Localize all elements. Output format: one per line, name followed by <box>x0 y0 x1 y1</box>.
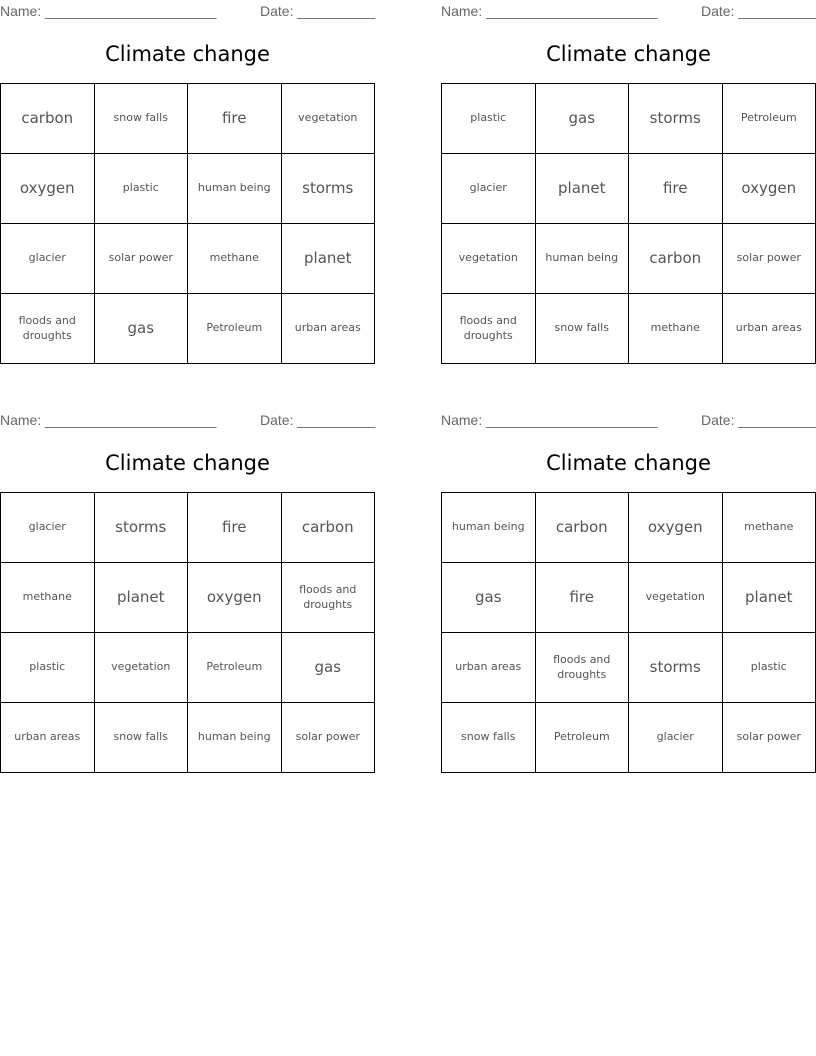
name-field[interactable]: Name: ______________________ <box>441 3 658 19</box>
bingo-cell: Petroleum <box>188 294 282 364</box>
bingo-cell: vegetation <box>94 633 188 703</box>
bingo-cell: human being <box>188 154 282 224</box>
bingo-cell: plastic <box>722 633 816 703</box>
date-field[interactable]: Date: __________ <box>260 412 376 428</box>
bingo-cell: gas <box>94 294 188 364</box>
bingo-cell: human being <box>188 703 282 773</box>
bingo-cell: snow falls <box>94 84 188 154</box>
bingo-cell: methane <box>722 493 816 563</box>
bingo-cell: urban areas <box>722 294 816 364</box>
bingo-cell: glacier <box>629 703 723 773</box>
bingo-cell: storms <box>94 493 188 563</box>
bingo-cell: plastic <box>1 633 95 703</box>
date-field[interactable]: Date: __________ <box>701 3 816 19</box>
bingo-cell: solar power <box>722 224 816 294</box>
grid-row <box>1 703 375 773</box>
bingo-cell: carbon <box>535 493 629 563</box>
bingo-cell: carbon <box>281 493 375 563</box>
grid-row <box>442 154 816 224</box>
grid-row <box>442 84 816 154</box>
bingo-cell: methane <box>188 224 282 294</box>
date-field[interactable]: Date: __________ <box>701 412 816 428</box>
bingo-cell: plastic <box>94 154 188 224</box>
bingo-cell: urban areas <box>442 633 536 703</box>
grid-row <box>1 154 375 224</box>
bingo-grid <box>441 492 816 773</box>
bingo-cell: solar power <box>281 703 375 773</box>
card-header <box>441 0 816 22</box>
bingo-grid <box>441 83 816 364</box>
grid-row <box>1 493 375 563</box>
bingo-cell: floods and droughts <box>535 633 629 703</box>
grid-row <box>1 633 375 703</box>
name-field[interactable]: Name: ______________________ <box>441 412 658 428</box>
card-title: Climate change <box>105 451 270 475</box>
bingo-cell: oxygen <box>1 154 95 224</box>
grid-row <box>442 563 816 633</box>
grid-row <box>442 493 816 563</box>
bingo-cell: Petroleum <box>188 633 282 703</box>
bingo-cell: storms <box>281 154 375 224</box>
card-header <box>0 0 375 22</box>
bingo-cell: carbon <box>1 84 95 154</box>
bingo-cell: urban areas <box>281 294 375 364</box>
card-header <box>0 409 375 431</box>
grid-row <box>1 294 375 364</box>
bingo-cell: fire <box>188 84 282 154</box>
bingo-cell: solar power <box>94 224 188 294</box>
card-title: Climate change <box>105 42 270 66</box>
bingo-cell: snow falls <box>535 294 629 364</box>
bingo-cell: storms <box>629 84 723 154</box>
bingo-cell: oxygen <box>722 154 816 224</box>
bingo-cell: floods and droughts <box>281 563 375 633</box>
date-field[interactable]: Date: __________ <box>260 3 376 19</box>
bingo-cell: glacier <box>442 154 536 224</box>
bingo-cell: planet <box>94 563 188 633</box>
bingo-cell: human being <box>535 224 629 294</box>
grid-row <box>1 563 375 633</box>
bingo-cell: vegetation <box>281 84 375 154</box>
grid-row <box>442 224 816 294</box>
bingo-cell: planet <box>722 563 816 633</box>
bingo-cell: gas <box>442 563 536 633</box>
bingo-cell: vegetation <box>629 563 723 633</box>
bingo-cell: methane <box>1 563 95 633</box>
card-title: Climate change <box>546 451 711 475</box>
bingo-cell: urban areas <box>1 703 95 773</box>
bingo-cell: gas <box>281 633 375 703</box>
card-header <box>441 409 816 431</box>
bingo-cell: snow falls <box>94 703 188 773</box>
bingo-cell: planet <box>281 224 375 294</box>
bingo-cell: plastic <box>442 84 536 154</box>
bingo-cell: glacier <box>1 224 95 294</box>
bingo-grid <box>0 83 375 364</box>
bingo-cell: vegetation <box>442 224 536 294</box>
bingo-cell: fire <box>188 493 282 563</box>
bingo-cell: planet <box>535 154 629 224</box>
bingo-cell: fire <box>535 563 629 633</box>
grid-row <box>442 703 816 773</box>
bingo-cell: oxygen <box>188 563 282 633</box>
bingo-cell: carbon <box>629 224 723 294</box>
bingo-cell: Petroleum <box>535 703 629 773</box>
bingo-cell: floods and droughts <box>1 294 95 364</box>
bingo-cell: gas <box>535 84 629 154</box>
grid-row <box>442 294 816 364</box>
name-field[interactable]: Name: ______________________ <box>0 412 217 428</box>
grid-row <box>1 224 375 294</box>
grid-row <box>1 84 375 154</box>
bingo-cell: methane <box>629 294 723 364</box>
bingo-cell: human being <box>442 493 536 563</box>
bingo-cell: storms <box>629 633 723 703</box>
bingo-cell: snow falls <box>442 703 536 773</box>
grid-row <box>442 633 816 703</box>
bingo-cell: floods and droughts <box>442 294 536 364</box>
name-field[interactable]: Name: ______________________ <box>0 3 217 19</box>
bingo-cell: fire <box>629 154 723 224</box>
bingo-grid <box>0 492 375 773</box>
bingo-cell: Petroleum <box>722 84 816 154</box>
card-title: Climate change <box>546 42 711 66</box>
bingo-cell: oxygen <box>629 493 723 563</box>
bingo-cell: glacier <box>1 493 95 563</box>
bingo-cell: solar power <box>722 703 816 773</box>
